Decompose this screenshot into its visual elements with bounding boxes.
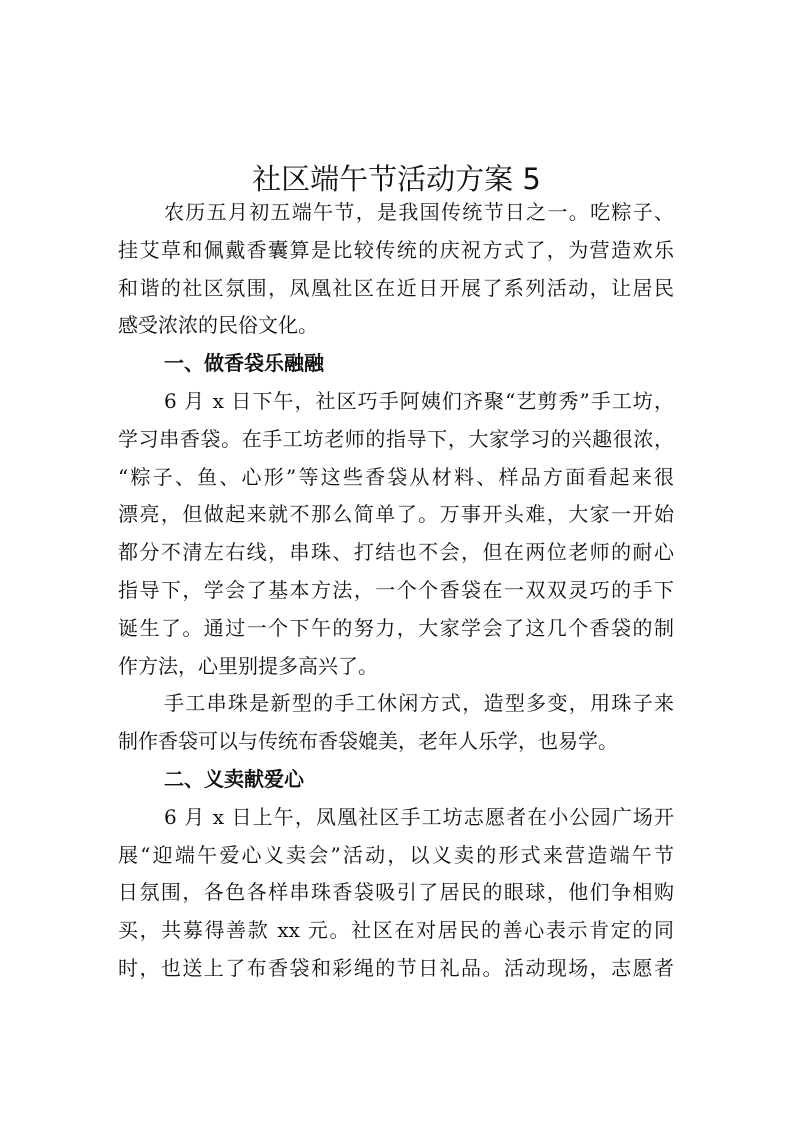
text-line: 漂亮，但做起来就不那么简单了。万事开头难，大家一开始 [118, 502, 674, 527]
text-line: 时，也送上了布香袋和彩绳的节日礼品。活动现场，志愿者 [118, 955, 674, 980]
paragraph [118, 383, 674, 685]
text-line: 制作香袋可以与传统布香袋媲美，老年人乐学，也易学。 [118, 729, 618, 754]
paragraph [118, 799, 674, 988]
text-line: 都分不清左右线，串珠、打结也不会，但在两位老师的耐心 [118, 540, 674, 565]
text-line: 6 月 x 日下午，社区巧手阿姨们齐聚“艺剪秀”手工坊， [164, 388, 674, 413]
text-line: 买，共募得善款 xx 元。社区在对居民的善心表示肯定的同 [118, 918, 674, 943]
text-line: 展“迎端午爱心义卖会”活动，以义卖的形式来营造端午节 [118, 842, 674, 867]
text-line: 学习串香袋。在手工坊老师的指导下，大家学习的兴趣很浓， [118, 426, 674, 451]
section-heading [118, 761, 674, 799]
document-body [118, 194, 674, 988]
text-line: 和谐的社区氛围，凤凰社区在近日开展了系列活动，让居民 [118, 275, 674, 300]
section-heading [118, 345, 674, 383]
heading-text: 二、义卖献爱心 [164, 766, 304, 791]
paragraph [118, 685, 674, 761]
text-line: 挂艾草和佩戴香囊算是比较传统的庆祝方式了，为营造欢乐 [118, 237, 674, 262]
text-line: 日氛围，各色各样串珠香袋吸引了居民的眼球，他们争相购 [118, 880, 674, 905]
text-line: 农历五月初五端午节，是我国传统节日之一。吃粽子、 [164, 200, 674, 224]
text-line: 诞生了。通过一个下午的努力，大家学会了这几个香袋的制 [118, 615, 674, 640]
document-title: 社区端午节活动方案 5 [252, 162, 541, 197]
heading-text: 一、做香袋乐融融 [164, 351, 324, 376]
text-line: 6 月 x 日上午，凤凰社区手工坊志愿者在小公园广场开 [164, 804, 674, 829]
text-line: 感受浓浓的民俗文化。 [118, 313, 318, 338]
text-line: 指导下，学会了基本方法，一个个香袋在一双双灵巧的手下 [118, 577, 674, 602]
text-line: 手工串珠是新型的手工休闲方式，造型多变，用珠子来 [164, 691, 674, 716]
text-line: 作方法，心里别提多高兴了。 [118, 653, 378, 678]
paragraph [118, 194, 674, 345]
text-line: “粽子、鱼、心形”等这些香袋从材料、样品方面看起来很 [118, 464, 674, 489]
